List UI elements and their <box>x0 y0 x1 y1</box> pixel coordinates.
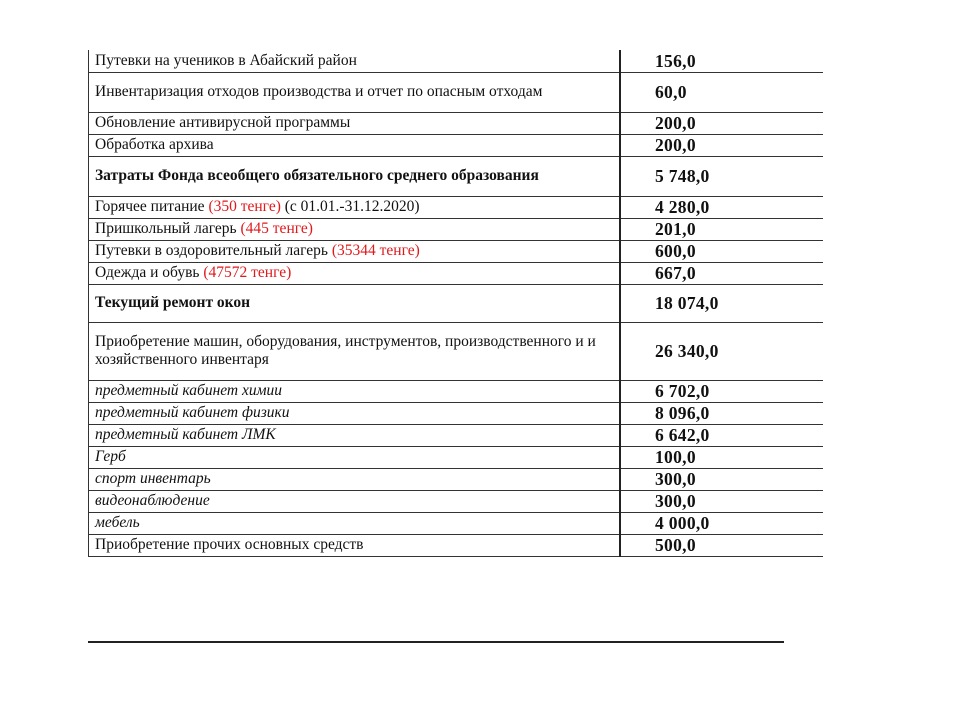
table-row <box>89 262 824 284</box>
table-row <box>89 446 824 468</box>
row-description-cell <box>89 240 621 262</box>
table-row <box>89 156 824 196</box>
row-description-text: Одежда и обувь <box>95 264 204 281</box>
row-description-cell <box>89 112 621 134</box>
row-description-cell <box>89 424 621 446</box>
row-amount-cell: 156,0 <box>620 50 823 72</box>
row-description-text: Путевки на учеников в Абайский район <box>95 51 357 69</box>
row-description-text: спорт инвентарь <box>95 470 211 487</box>
row-amount-cell: 300,0 <box>620 468 823 490</box>
row-description-price-note: (35344 тенге) <box>331 242 420 259</box>
row-amount-cell: 100,0 <box>620 446 823 468</box>
row-amount-cell: 500,0 <box>620 534 823 556</box>
row-amount-cell: 18 074,0 <box>620 284 823 322</box>
budget-table <box>88 50 823 557</box>
row-amount-cell: 200,0 <box>620 134 823 156</box>
row-amount-cell: 26 340,0 <box>620 322 823 380</box>
row-amount-cell: 6 702,0 <box>620 380 823 402</box>
row-description-cell <box>89 196 621 218</box>
row-description-text: Горячее питание <box>95 198 209 215</box>
row-description-cell <box>89 534 621 556</box>
row-description-text: предметный кабинет ЛМК <box>95 426 276 443</box>
table-row <box>89 50 824 72</box>
row-amount-cell: 60,0 <box>620 72 823 112</box>
table-row <box>89 196 824 218</box>
row-amount-cell: 600,0 <box>620 240 823 262</box>
row-description-cell <box>89 446 621 468</box>
budget-table-body <box>89 50 824 556</box>
row-description-cell <box>89 322 621 380</box>
row-amount-cell: 201,0 <box>620 218 823 240</box>
table-row <box>89 424 824 446</box>
row-description-cell <box>89 468 621 490</box>
budget-table-container <box>88 50 784 642</box>
table-row <box>89 402 824 424</box>
row-description-cell <box>89 156 621 196</box>
row-description-cell <box>89 402 621 424</box>
row-amount-cell: 6 642,0 <box>620 424 823 446</box>
row-amount-cell: 200,0 <box>620 112 823 134</box>
row-description-cell <box>89 134 621 156</box>
row-description-cell <box>89 262 621 284</box>
table-row <box>89 512 824 534</box>
row-description-text: видеонаблюдение <box>95 492 210 509</box>
row-description-cell <box>89 72 621 112</box>
table-row <box>89 284 824 322</box>
row-description-price-note: (350 тенге) <box>208 198 281 215</box>
table-row <box>89 112 824 134</box>
row-description-text: Инвентаризация отходов производства и отчет по опасным отходам <box>95 83 543 100</box>
row-amount-cell: 8 096,0 <box>620 402 823 424</box>
row-amount-cell: 4 280,0 <box>620 196 823 218</box>
row-description-cell <box>89 284 621 322</box>
row-description-text: Затраты Фонда всеобщего обязательного среднего образования <box>95 167 539 184</box>
row-description-text: Приобретение машин, оборудования, инструментов, производственного и и хозяйственного инвентаря <box>95 333 596 368</box>
row-description-text: предметный кабинет физики <box>95 404 290 421</box>
row-amount-cell: 5 748,0 <box>620 156 823 196</box>
table-row <box>89 134 824 156</box>
row-description-text: Герб <box>95 448 126 465</box>
row-amount-cell: 300,0 <box>620 490 823 512</box>
row-description-text: предметный кабинет химии <box>95 382 283 399</box>
row-description-text: Приобретение прочих основных средств <box>95 536 364 553</box>
table-row <box>89 490 824 512</box>
row-description-cell <box>89 50 621 72</box>
row-amount-cell: 4 000,0 <box>620 512 823 534</box>
row-description-text: Пришкольный лагерь <box>95 220 241 237</box>
row-description-text: Обновление антивирусной программы <box>95 114 351 131</box>
table-row <box>89 534 824 556</box>
row-description-price-note: (47572 тенге) <box>203 264 292 281</box>
row-description-text: (с 01.01.-31.12.2020) <box>280 198 420 215</box>
table-row <box>89 240 824 262</box>
row-description-price-note: (445 тенге) <box>240 220 313 237</box>
table-bottom-rule <box>88 641 784 643</box>
row-description-cell <box>89 380 621 402</box>
table-row <box>89 322 824 380</box>
row-description-text: Путевки в оздоровительный лагерь <box>95 242 332 259</box>
table-row <box>89 72 824 112</box>
row-description-cell <box>89 218 621 240</box>
row-description-text: Текущий ремонт окон <box>95 294 251 311</box>
table-row <box>89 468 824 490</box>
row-description-text: мебель <box>95 514 140 531</box>
table-row <box>89 218 824 240</box>
row-description-cell <box>89 512 621 534</box>
row-description-cell <box>89 490 621 512</box>
row-amount-cell: 667,0 <box>620 262 823 284</box>
row-description-text: Обработка архива <box>95 136 214 153</box>
table-row <box>89 380 824 402</box>
